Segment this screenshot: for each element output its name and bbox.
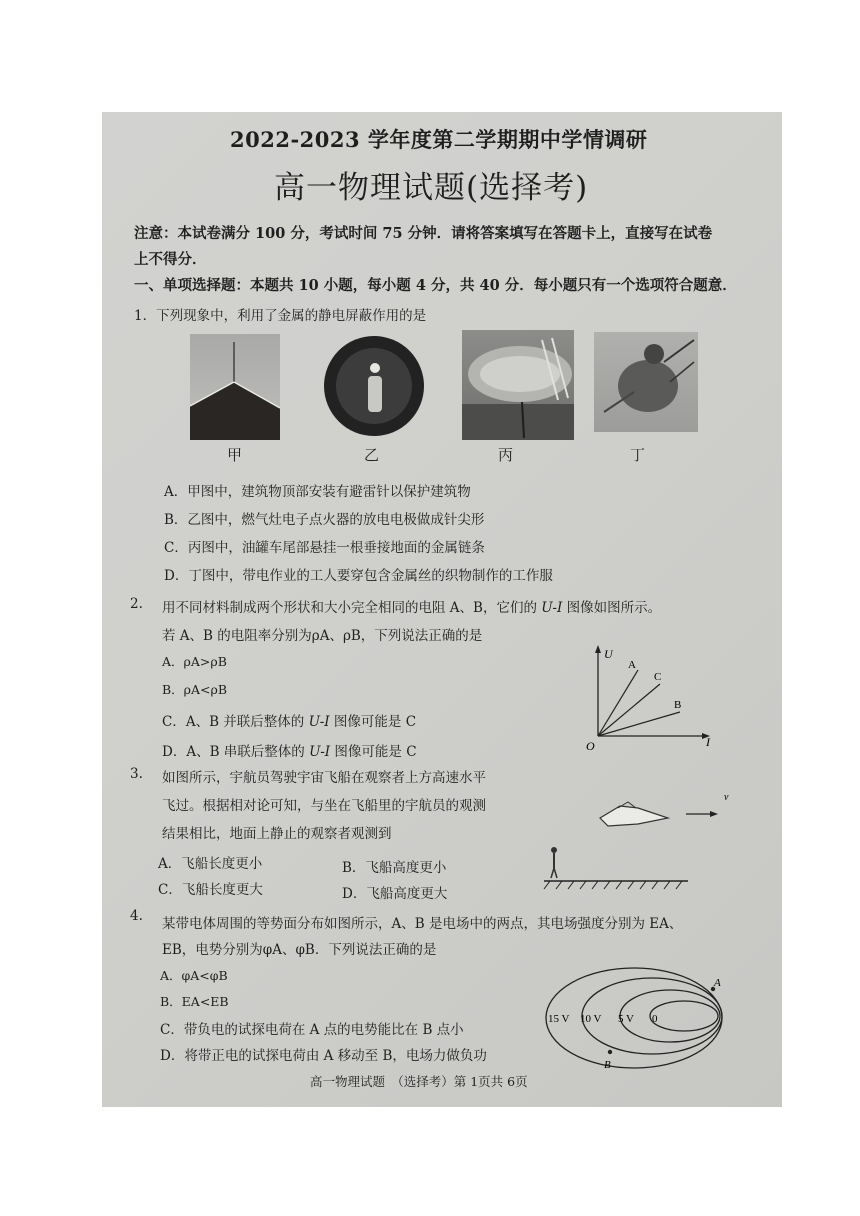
tanker-truck-photo	[462, 330, 574, 440]
point-b	[608, 1050, 612, 1054]
q1-option-a: A．甲图中，建筑物顶部安装有避雷针以保护建筑物	[164, 484, 471, 500]
equipotential-diagram	[542, 964, 728, 1072]
spaceship-icon	[600, 806, 668, 826]
lightning-rod-photo	[190, 334, 280, 440]
q2-option-d: D．A、B 串联后整体的 U-I 图像可能是 C	[162, 744, 417, 760]
q4-option-a: A．φA<φB	[160, 968, 228, 983]
q1-option-b: B．乙图中，燃气灶电子点火器的放电电极做成针尖形	[164, 512, 485, 528]
line-b-label: B	[674, 699, 682, 711]
line-a-label: A	[628, 659, 636, 671]
exam-year-title: 2022-2023 学年度第二学期期中学情调研	[230, 127, 648, 152]
equipotential-5v	[620, 990, 720, 1042]
equipotential-0v	[650, 1001, 718, 1031]
q3-option-a: A．飞船长度更小	[158, 856, 263, 872]
exam-page	[102, 112, 782, 1107]
q3-stem-line-1: 如图所示，宇航员驾驶宇宙飞船在观察者上方高速水平	[162, 770, 486, 786]
photo-caption-bing: 丙	[498, 446, 514, 464]
q1-stem: 1．下列现象中，利用了金属的静电屏蔽作用的是	[134, 308, 427, 324]
origin-label: O	[586, 739, 595, 752]
line-c-label: C	[654, 671, 662, 683]
q4-stem-line-2: EB，电势分别为φA、φB．下列说法正确的是	[162, 942, 437, 958]
q4-option-c: C．带负电的试探电荷在 A 点的电势能比在 B 点小	[160, 1022, 464, 1038]
igniter-photo	[324, 334, 424, 438]
u-axis-label: U	[604, 647, 613, 661]
label-10v: 10 V	[580, 1013, 602, 1025]
q2-option-c: C．A、B 并联后整体的 U-I 图像可能是 C	[162, 714, 417, 730]
label-b: B	[604, 1059, 611, 1071]
q3-stem-line-2: 飞过。根据相对论可知，与坐在飞船里的宇航员的观测	[162, 798, 486, 814]
q4-option-b: B．EA<EB	[160, 994, 229, 1009]
q3-number: 3.	[130, 766, 143, 782]
q3-stem-line-3: 结果相比，地面上静止的观察者观测到	[162, 826, 392, 842]
ui-graph	[586, 642, 716, 752]
q2-option-b: B．ρA<ρB	[162, 682, 228, 697]
i-axis-label: I	[706, 735, 710, 749]
velocity-label: v	[724, 792, 729, 803]
q3-option-d: D．飞船高度更大	[342, 886, 448, 902]
label-a: A	[714, 977, 721, 989]
label-15v: 15 V	[548, 1013, 570, 1025]
page-footer: 高一物理试题 （选择考）第 1页共 6页	[310, 1074, 528, 1089]
line-c	[598, 684, 660, 736]
q2-option-a: A．ρA>ρB	[162, 654, 227, 669]
observer-icon	[551, 847, 557, 853]
q4-option-d: D．将带正电的试探电荷由 A 移动至 B，电场力做负功	[160, 1048, 487, 1064]
live-line-worker-photo	[594, 332, 698, 432]
q1-option-d: D．丁图中，带电作业的工人要穿包含金属丝的织物制作的工作服	[164, 568, 553, 584]
exam-subject-title: 高一物理试题(选择考)	[274, 170, 589, 206]
q2-number: 2.	[130, 596, 143, 612]
notice-line-2: 上不得分．	[134, 251, 207, 268]
label-5v: 5 V	[618, 1013, 634, 1025]
photo-caption-ding: 丁	[630, 446, 646, 464]
q2-stem-line-2: 若 A、B 的电阻率分别为ρA、ρB，下列说法正确的是	[162, 628, 483, 644]
q3-option-c: C．飞船长度更大	[158, 882, 263, 898]
q4-number: 4.	[130, 908, 143, 924]
q4-stem-line-1: 某带电体周围的等势面分布如图所示，A、B 是电场中的两点，其电场强度分别为 EA、	[162, 916, 683, 932]
section-heading: 一、单项选择题：本题共 10 小题，每小题 4 分，共 40 分．每小题只有一个选项符合题意．	[134, 277, 737, 294]
q2-stem-line-1: 用不同材料制成两个形状和大小完全相同的电阻 A、B，它们的 U-I 图像如图所示。	[162, 600, 662, 616]
photo-caption-jia: 甲	[227, 446, 243, 464]
notice-line-1: 注意：本试卷满分 100 分，考试时间 75 分钟．请将答案填写在答题卡上，直接写在试卷	[134, 225, 713, 242]
spaceship-diagram	[538, 784, 738, 894]
q3-option-b: B．飞船高度更小	[342, 860, 447, 876]
label-0v: 0	[652, 1013, 658, 1025]
q1-option-c: C．丙图中，油罐车尾部悬挂一根垂接地面的金属链条	[164, 540, 485, 556]
photo-caption-yi: 乙	[364, 446, 380, 464]
